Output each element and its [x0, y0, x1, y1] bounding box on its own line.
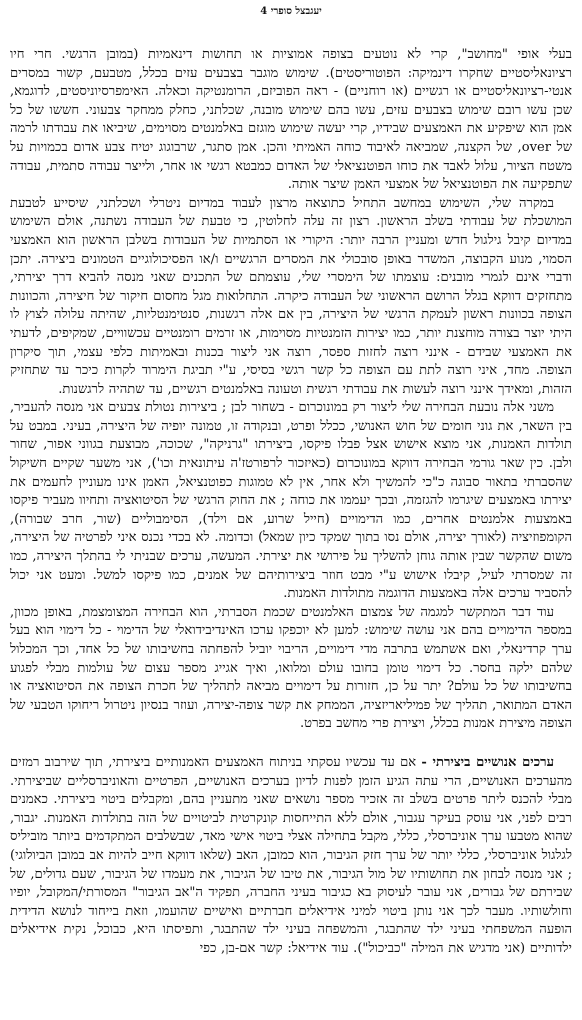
- paragraph-2: במקרה שלי, השימוש במחשב התחיל כתוצאה מרצון לעבוד במדיום ניטרלי ושכלתני, שיסייע לטבעת המושכלת של עבודתי בשלב הראשון. רצון זה עלה לחלוטין, כי טבעת של העבודה נשתנה, אולם השימוש במדיום קיבל גילגול חדש ומעניין הרבה יותר: היקורי או הסתמיות של העבודות בשלבן הראשון הוא האמצעי הסמוי, מנוע הקבוצה, המשדר באופן סובכולי את המסרים הרגשיים ו/או הפסיכולוגיים הטמונים ביצירה. יתכן ודברי אינם לגמרי מובנים: עוצמתו של הימסרי שלי, עוצמתם של התכנים שאני מנסה להביא דרך יצירתי, מתחזקים דווקא בגלל הרושם הראשוני של העבודה כיקרה. התחלואות מגל מחסום חיקור של חיצירה, והכוונות הצופה בכוונות ראשון לעמקת הרגשי של היצירה, בין אם אלה רגשנות, סנטימנטליות, שהיתה עלולה לצוץ לו היתי יוצר בצורה מוחצנת יותר, כמו יצירות הזמנטיות מסוימות, או זרמים רומנטיים עכשוויים, שמקיפים, לדעתי את האמצעי שבידם - אינני רוצה לחזות ספסר, רוצה אני ליצור בכנות ובאמיתות כלפי עצמי, תוך סיקרון הצופה. מחד, איני רוצה לתת עם הצופה כל קשר רגשי בסיסי, ע"י תביגת הימרוד לקרות כיכר עד שתחזיק הזהות, ומאידך אינני רוצה לעשות את עבודתי רגשית וטעונה באלמנטים רגשיים, עד שתהיה לרגשנות.: [10, 195, 572, 397]
- running-header: יעגבצל סופרי 4: [260, 6, 322, 17]
- paragraph-3: משני אלה נובעת הבחירה שלי ליצור רק במונוכרום - בשחור לבן ; ביצירות נטולת צבעים אני מנסה להעביר, בין השאר, את גוני חומים של חוש האנושי, ככלל ופרט, ובנקודה זו, טמונה יופיה של היצירה, בעיני. במבט על תולדות האמנות, אני מוצא אישוש אצל פבלו פיקסו, ביצירתו "גרניקה", שכוכה, מבוצעת בגווני אפור, שחור ולבן. כין שאר גורמי הבחירה דווקא במונוכרום (כאיזכור לרפורטז'ה עיתונאית וכו'), אני משער שקיים חשיקול שהסברתי בתאור סבוגה כ"כי להמשיך ולא אחר, אין לא טמוגות כפוטנציאל, האמן אינו מעוניין לחעמים את יצירתו באמצעים שיגרמו להגזמה, ובכך יעממו את כוחה ; את החוק הרגשי של הסיטואציה ותחיוו מעביר פיקסו באמצעות אלמנטים אחרים, כמו הדימויים (חייל שרוע, אם וילד), הסימבוליים (שור, חרב שבורה), הקומפוזיציה (לאורך יצירה, אולם נסו בתוך שמקד כיון שמאל) וכדומה. לא בכדי נכנס איני לפרטיה של היצירה, משום שהקשר שבין אותה גוחן להשליך על פירושי את יצירתי. המעשה, ערכים שבניתי לי בהתלך היצירה, כמו זה שמסרתי לעיל, קיבלו אישוש ע"י מבט חוזר ביצירותיהם של אמנים, כמו פיקסו למשל. ומעט אני יכול להסביר ערכים אלה באמצעות הדוגמה מתולדות האמנות.: [10, 400, 572, 602]
- paragraph-4: עוד דבר המתקשר למגמה של צמצום האלמנטים שכמת הסברתי, הוא הבחירה המצומצמת, באופן מכוון, במספר הדימויים בהם אני עושה שימוש: למען לא יוכפקו ערכו האינדיבידואלי של הדימוי - כל דימוי הוא בעל ערך קרדינאלי, ואם אשתמש בתרבה מדי דימויים, הריבוי יוביל להפחתה בחשיבותו של כל אחד, וכך המכלול שלהם ילקה בחסר. כל דימוי טומן בחובו עולם ומלואו, ואיך אגייג מספר עצום של עולמות מבלי לפגוע בחשיבותו של כל עולם? יתר על כן, חזורות על דימויים מביאה לתהליך של חכרת הצופה את הסיטואציה או האדם המתואר, תהליך של פמיליאריזציה, הממחק את קשר צופה-יצירה, ועוזר בנסיון ניטרול ריחוקו הטבעי של הצופה מיצירת אמנות בכלל, ויצירת פרי מחשב בפרט.: [10, 604, 572, 732]
- section-title: ערכים אנושיים ביצירתי -: [421, 754, 554, 770]
- paragraph-1: בעלי אופי "מחושב", קרי לא נוטעים בצופה אמוציות או תחושות דינאמיות (במובן הרגשי. חרי חיו רציונאליסטיים שחקרו דינמיקה: הפוטוריסטים). שימוש מוגבר בצבעים עזים בכלל, מטבעם, קשור במסרים אנטי-רציונאליסטיים או רגשיים (או רוחניים) - ראה הפוביזם, הרומנטיקה וכאלה. האימפרסיוניסטים, לדוגמא, שכן עשו רובם שימוש בצבעים עזים, עשו בהם שימוש מובנה, שכלתני, כחלק ממחקר צבעוני. חששו של כל אמן הוא שיפקיע את האמצעים שבידיו, קרי יעשה שימוש מוגזם באלמנטים מסוימים, שיביאו את עבודתו לרמה של over, של הקצנה, שמביאה לאיבוד כוחה האמיתי והכן. אמן סתגר, שרבוגוג יטיח צבע אדום בכמויות על משטח הציור, עלול לאבד את כוחו הפוטנציאלי של האדום כמבטא רגשי או אחר, ולייצר עבודה סתמית, עבודה שתפקיעה את הפוטנציאל של אמצעי האמן שיצר אותה.: [10, 47, 573, 193]
- section-spacer: [10, 734, 572, 754]
- section-paragraph: [10, 754, 572, 959]
- section-body: אם עד עכשיו עסקתי בניתוח האמצעים האמנותיים ביצירתי, תוך שירבוב רמזים מהערכים האנושיים, הרי עתה הגיע הזמן לפנות לדיון בערכים האנושיים, הפרטיים והאוניברסליים שביצירתי. מבלי להכנס ליתר פרטים בשלב זה אזכיר מספר נושאים שאני מתעניין בהם, ומקבלים ביטוי ביצירתי. כאמנים רבים לפני, אני עוסק בעיקר עגבור, אולם ללא התייחסות קונקרטית לביטויים של הזה בתולדות האמנות. יגבור, שהוא מטבעו ערך אוניברסלי, כללי, מקבל בתחילה אצלי ביטוי אישי מאד, שבשלבים המתקדמים ביותר מוביליס לגלגול אוניברסלי, כללי יותר של ערך חזק הגיבור, הוא כמובן, האב (שלאו דווקא חייב להיות אב במובן הביולוגי) ; אני מנסה לבחון את תחושותיו של מול הגיבור, את טיבו של הגיבור, את מעמדו של הגיבור, שעם גדולים, של שבירתם של גבורים, אני עובר לעיסוק בא כגיבור בעיני החברה, תפקיד ה"אב הגיבור" המסורתי/המקובל, יופיו וחולשותיו. מעבר לכך אני נותן ביטוי למיני אידיאלים חברתיים ואישיים שהועמו, וזאת בייחוד לנושא הדידית הופעה המשפחתי בעיני ילד שהתבגר, והמשפחה בעיני ילד שהתבגר, ותפיסתו היא, כבוכל, נקית אידיאלים ילדותיים (אני מדגיש את המילה "כביכול"). עוד אידיאל: קשר אם-בן, כפי: [10, 754, 572, 956]
